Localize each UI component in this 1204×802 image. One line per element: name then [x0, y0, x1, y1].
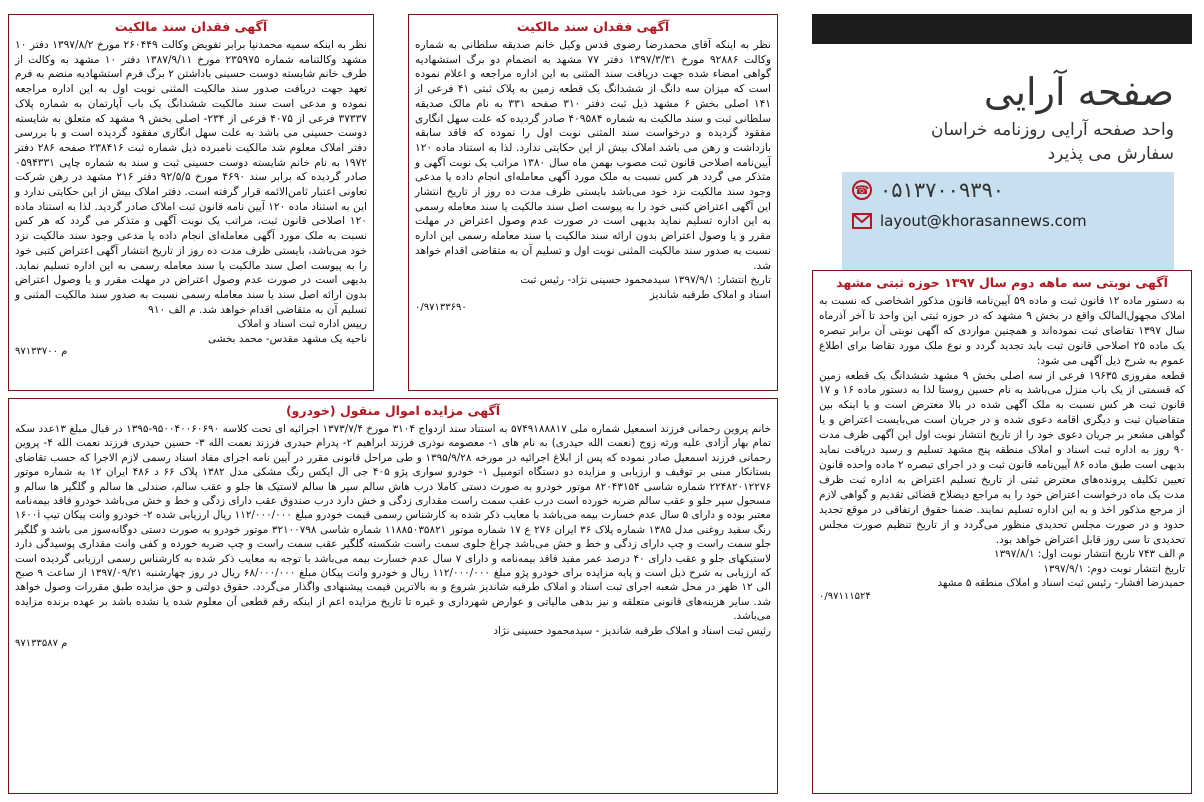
ad-code: ۰/۹۷۱۱۱۵۲۴: [819, 590, 871, 602]
ad-title: آگهی نوبتی سه ماهه دوم سال ۱۳۹۷ حوزه ثبتی مشهد: [836, 275, 1168, 290]
layout-promo: [812, 44, 1192, 252]
ad-line-3: حمیدرضا افشار- رئیس ثبت اسناد و املاک منطقه ۵ مشهد: [937, 577, 1185, 590]
promo-line-2: سفارش می پذیرد: [1047, 144, 1174, 164]
phone-icon: ☎: [852, 180, 872, 200]
ad-body: نظر به اینکه سمیه محمدنیا برابر تفویض وکالت ۲۶۰۴۴۹ مورخ ۱۳۹۷/۸/۲ دفتر ۱۰ مشهد وکالتنامه شماره ۲۳۵۹۷۵ مورخ ۱۳۸۷/۹/۱۱ دفتر ۱۰ مشهد به وکالت از طرف خانم شایسته دوست حسینی باداشتن ۲ برگ فرم استشهادیه منضم به فرم تعهد جهت دریافت صدور سند مالکیت المثنی نوبت اول به این اداره مراجعه نموده و مدعی است سند مالکیت ششدانگ یک باب آپارتمان به شماره پلاک ۳۷۳۳۷ فرعی از ۴۰۷۵ فرعی از ۲۳۴- اصلی بخش ۹ مشهد که متعلق به شایسته دوست حسینی می باشد به علت سهل انگاری مفقود گردیده است و با بررسی دفتر املاک معلوم شد مالکیت نامبرده ذیل شماره ثبت ۲۳۸۴۱۶ صفحه ۲۸۶ دفتر ۱۹۷۲ به نام خانم شایسته دوست حسینی ثبت و سند به شماره چاپی ۰۵۹۴۳۳۱ صادر گردیده که برابر سند ۴۶۹۰ مورخ ۹۲/۵/۵ دفتر ۲۱۶ مشهد در رهن شرکت تعاونی اعتبار ثامن‌الائمه قرار گرفته است. دفتر املاک بیش از این حکایتی ندارد و این به استناد ماده ۱۲۰ آیین نامه قانون ثبت املاک صادر گردید. لذا به استناد ماده ۱۲۰ اصلاحی قانون ثبت، مراتب یک نوبت آگهی و متذکر می گردد که هر کس نسبت به ملک مورد آگهی معامله‌ای انجام داده یا مدعی وجود سند مالکیت نزد خود می‌باشد، بایستی ظرف مدت ده روز از تاریخ انتشار آگهی اعتراض کتبی خود را به پیوست اصل سند مالکیت یا سند معامله رسمی به این اداره تسلیم نماید. بدیهی است در صورت عدم وصول اعتراض در مهلت مقرر و یا وصول اعتراض بدون ارائه اصل سند یا سند معامله رسمی نسبت به صدور سند مالکیت المثنی و تسلیم آن به متقاضی اقدام خواهد شد. م الف ۹۱۰: [15, 39, 368, 316]
ad-line-2: تاریخ انتشار نوبت دوم: ۱۳۹۷/۹/۱: [1043, 562, 1185, 575]
ad-code: ۹۷۱۳۳۷۰۰ م: [15, 346, 68, 358]
email-row: [852, 212, 1087, 230]
ad-signature-2: ناحیه یک مشهد مقدس- محمد بخشی: [208, 332, 367, 345]
ad-signature: رئیس ثبت اسناد و املاک طرقبه شاندیز - سیدمحمود حسینی نژاد: [493, 624, 771, 637]
envelope-icon: [852, 213, 872, 229]
ad-title: آگهی مزایده اموال منقول (خودرو): [285, 403, 501, 418]
ad-line-1: م الف ۷۴۳ تاریخ انتشار نوبت اول: ۱۳۹۷/۸/۱: [994, 548, 1185, 561]
promo-line-1: واحد صفحه آرایی روزنامه خراسان: [931, 120, 1174, 140]
phone-number: ۰۵۱۳۷۰۰۹۳۹۰: [880, 178, 1005, 202]
ad-body: نظر به اینکه آقای محمدرضا رضوی قدس وکیل خانم صدیقه سلطانی به شماره وکالت ۹۲۸۸۶ مورخ ۱۳۹۷/۳/۳۱ دفتر ۷۷ مشهد به انضمام دو برگ استشهادیه گواهی امضاء شده جهت دریافت سند المثنی به این اداره مراجعه و اعلام نموده است که میزان سه دانگ از ششدانگ یک قطعه زمین به پلاک ثبتی ۴۱ فرعی از ۱۴۱ اصلی بخش ۶ مشهد ذیل ثبت دفتر ۳۱۰ صفحه ۳۳۱ به نام مالک صدیقه سلطانی ثبت و سند مالکیت به شماره ۴۰۹۵۸۴ صادر گردیده که علت سهل انگاری مفقود گردیده و درخواست سند المثنی نوبت اول را نموده که فاقد سابقه بازداشت و رهن می باشد املاک بیش از این حکایتی ندارد. لذا به استناد ماده ۱۲۰ آیین‌نامه اصلاحی قانون ثبت مصوب بهمن ماه سال ۱۳۸۰ مراتب یک نوبت آگهی و متذکر می گردد هر کس نسبت به ملک مورد آگهی معامله‌ای انجام داده یا مدعی وجود سند مالکیت نزد خود می‌باشد بایستی ظرف مدت ده روز از تاریخ انتشار این آگهی اعتراض کتبی خود را به پیوست اصل سند مالکیت یا سند معامله رسمی به این اداره تسلیم نماید بدیهی است در صورت عدم وصول اعتراض در مهلت مقرر و یا وصول اعتراض بدون ارائه سند مالکیت یا سند معامله رسمی این اداره نسبت به صدور سند مالکیت المثنی نوبت اول و تسلیم آن به متقاضی اقدام خواهد شد.: [415, 39, 771, 272]
promo-contact-box: [842, 172, 1174, 284]
promo-header-bar: [812, 14, 1192, 44]
ad-date-line: تاریخ انتشار: ۱۳۹۷/۹/۱ سیدمحمود حسینی نژاد- رئیس ثبت: [520, 274, 771, 287]
ad-lost-deed-1: [408, 14, 778, 391]
ad-registration-notice: [812, 270, 1192, 794]
ad-code: ۰/۹۷۱۳۳۶۹۰: [415, 302, 467, 314]
ad-intro: به دستور ماده ۱۲ قانون ثبت و ماده ۵۹ آیین‌نامه قانون مذکور اشخاصی که نسبت به املاک مجهول‌المالک واقع در بخش ۹ مشهد که در حوزه ثبتی این واحد تا آخر آذرماه سال ۱۳۹۷ تقاضای ثبت نموده‌اند و همچنین مواردی که آگهی نوبتی آن برابر تبصره یک ماده ۲۵ اصلاحی قانون ثبت باید تجدید گردد و نوع ملک مورد تقاضا برای اطلاع عموم به شرح ذیل آگهی می شود:: [819, 295, 1186, 367]
ad-body: خانم پروین رحمانی فرزند اسمعیل شماره ملی ۵۷۴۹۱۸۸۸۱۷ به استناد سند ازدواج ۳۱۰۴ مورخ ۱۳۷۳/۷/۴ اجرائیه ای تحت کلاسه ۹۵۰۰۴۰۰۶۰۶۹۰-۱۳۹۵ در قبال مبلغ ۱۳عدد سکه تمام بهار آزادی علیه ورثه زوج (نعمت الله حیدری) به نام های ۱- معصومه نوذری فرزند ابراهیم ۲- پدرام حیدری فرزند نعمت الله ۳- حسین حیدری فرزند نعمت الله ۴- پروین رحمانی فرزند اسمعیل صادر نموده که پس از ابلاغ اجرائیه در مورخه ۱۳۹۵/۹/۲۸ و طی مراحل قانونی مقرر در آیین نامه اجرای مفاد اسناد رسمی لازم الاجرا که حسب تقاضای بستانکار مبنی بر توقیف و ارزیابی و مزایده دو دستگاه اتومبیل ۱- خودرو سواری پژو ۴۰۵ جی ال ایکس رنگ مشکی مدل ۱۳۸۲ پلاک ۶۶ د ۴۸۶ ایران ۱۲ به شماره موتور ۲۲۴۸۲۰۱۲۲۷۶ شماره شاسی ۸۲۰۴۳۱۵۴ موتور خودرو به صورت دستی کاملا درب هاش سالم سپر ها سالم لاستیک ها جلو و عقب سالم، صندلی ها سالم و گلگیر ها سالم و مسحول سپر جلو و عقب سالم ضربه خورده است درب عقب سمت راست مقداری زدگی و خش دارد درب صندوق عقب دارای زدگی و خط و خش می‌باشد خودرو فاقد بیمه‌نامه معتبر بوده و دارای ۵ سال عدم خسارت بیمه می‌باشد با معایب ذکر شده به کارشناس رسمی قیمت خودرو مبلغ ۱۱۲/۰۰۰/۰۰۰ ریال ارزیابی شده ۲- خودرو وانت پیکان تیپ ۱۶۰۰i رنگ سفید روغنی مدل ۱۳۸۵ شماره پلاک ۳۶ ایران ۲۷۶ ع ۱۷ شماره موتور ۱۱۸۸۵۰۳۵۸۲۱ شماره شاسی ۳۲۱۰۰۷۹۸ موتور خودرو به صورت دستی دوگانه‌سوز می باشد و گلگیر جلو سمت راست و چپ دارای زدگی و خط و خش می‌باشد چراغ جلوی سمت راست شکسته گلگیر عقب سمت راست و چپ ضربه خورده و کفی وانت مقداری پوسیدگی دارد لاستیکهای جلو و عقب دارای ۴۰ درصد عمر مفید فاقد بیمه‌نامه و دارای ۷ سال عدم خسارت بیمه می‌باشد با توجه به معایب ذکر شده به کارشناس رسمی ارزیابی گردیده است که ارزیابی به شرح ذیل است و پایه مزایده برای خودرو پژو مبلغ ۱۱۲/۰۰۰/۰۰۰ ریال و خودرو وانت پیکان مبلغ ۶۸/۰۰۰/۰۰۰ ریال در روز چهارشنبه ۱۳۹۷/۰۹/۲۱ از ساعت ۹ صبح الی ۱۲ ظهر در محل شعبه اجرای ثبت اسناد و املاک طرقبه شاندیز شروع و به بالاترین قیمت پیشنهادی واگذار می‌گردد. حقوق دولتی و حق مزایده طبق مقررات وصول خواهد شد. سایر هزینه‌های قانونی متعلقه و نیز بدهی مالیاتی و عوارض شهرداری و غیره تا تاریخ مزایده اعم از اینکه رقم قطعی آن معلوم شده یا نشده باشد بر عهده برنده مزایده می‌باشد.: [15, 423, 772, 623]
phone-row: [852, 178, 1004, 202]
ad-vehicle-auction: [8, 398, 778, 794]
ad-office-line: اسناد و املاک طرقبه شاندیز: [649, 288, 771, 301]
ad-signature-1: رییس اداره ثبت اسناد و املاک: [237, 318, 367, 331]
ad-title: آگهی فقدان سند مالکیت: [516, 19, 670, 34]
ad-lost-deed-2: [8, 14, 374, 391]
ad-title: آگهی فقدان سند مالکیت: [114, 19, 268, 34]
ad-body: قطعه مفروزی ۱۹۶۳۵ فرعی از سه اصلی بخش ۹ مشهد ششدانگ یک قطعه زمین که قسمتی از یک باب منزل می‌باشد به نام حسین روستا لذا به دستور ماده ۱۶ و ۱۷ قانون ثبت هر کس نسبت به ملک آگهی شده در بالا معترض است و یا اینکه بین متقاضیان ثبت و دیگری اقامه دعوی شده و در جریان است می‌بایست اعتراض و یا گواهی مشعر بر جریان دعوی خود را از تاریخ انتشار نوبت اول این آگهی ظرف مدت ۹۰ روز به اداره ثبت اسناد و املاک منطقه پنج مشهد تسلیم و رسید دریافت نماید بدیهی است طبق ماده ۸۶ آیین‌نامه قانون ثبت و در اجرای تبصره ۲ ماده واحده قانون تعیین تکلیف پرونده‌های معترض ثبتی از تاریخ تسلیم اعتراض به اداره ثبت ظرف مدت یک ماه درخواست اعتراض خود را به مراجع دیصلاح قضائی تقدیم و گواهی لازم از مرجع مذکور اخذ و به این اداره تسلیم نمایند. ضمنا حقوق ارتفاقی در موقع تجدید حدود و در صورت مجلس تحدیدی منظور می‌گردد و از تاریخ تنظیم صورت مجلس تحدیدی تا سی روز قابل اعتراض خواهد بود.: [819, 369, 1186, 546]
email-address: layout@khorasannews.com: [880, 212, 1087, 230]
promo-title: صفحه آرایی: [983, 70, 1174, 114]
ad-code: ۹۷۱۳۳۵۸۷ م: [15, 638, 68, 650]
